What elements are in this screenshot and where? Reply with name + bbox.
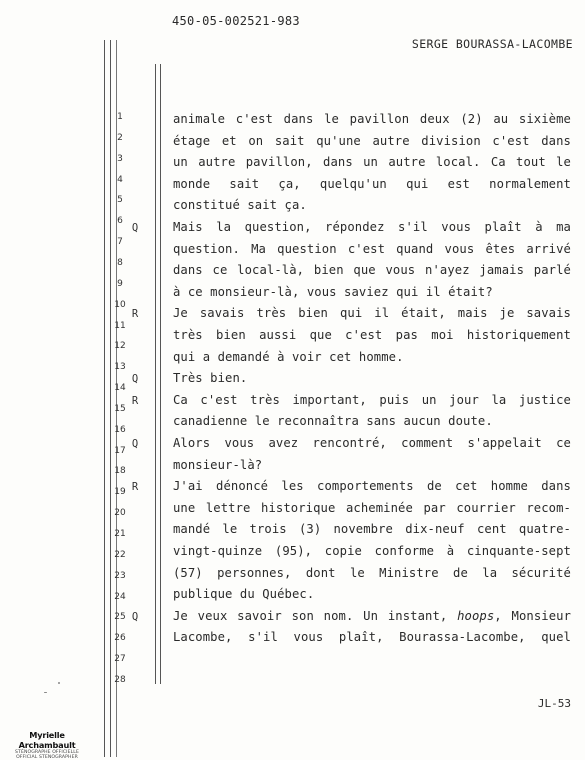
- scan-speck: [58, 682, 60, 684]
- line-number: 17: [114, 445, 126, 456]
- transcript-line: [173, 609, 571, 623]
- left-margin-rule-1: [104, 40, 105, 757]
- line-number: 25: [114, 612, 126, 623]
- transcript-line: Je savais très bien qui il était, mais je savais: [173, 306, 571, 321]
- line-number: 5: [117, 195, 123, 206]
- speaker-marker: R: [131, 481, 139, 494]
- line-number: 8: [117, 257, 123, 268]
- line-number: 12: [114, 341, 126, 352]
- transcript-line: constitué sait ça.: [173, 198, 307, 213]
- page-code: JL-53: [537, 697, 571, 710]
- scan-speck: [44, 692, 47, 693]
- line-number: 2: [117, 132, 123, 143]
- transcript-line: publique du Québec.: [173, 587, 315, 602]
- line-number: 18: [114, 466, 126, 477]
- line-number: 10: [114, 299, 126, 310]
- line-number: 22: [114, 549, 126, 560]
- transcript-line: monde sait ça, quelqu'un qui est normalement: [173, 176, 571, 191]
- witness-name: SERGE BOURASSA-LACOMBE: [411, 37, 573, 51]
- transcript-line: très bien aussi que c'est pas moi historiquement: [173, 328, 571, 342]
- line-number: 23: [114, 570, 126, 581]
- line-number: 19: [114, 487, 126, 498]
- line-number: 20: [114, 508, 126, 519]
- transcript-line: Très bien.: [173, 371, 248, 386]
- speaker-marker: Q: [131, 438, 139, 450]
- stenographer-title-fr: STÉNOGRAPHE OFFICIELLE: [15, 750, 79, 755]
- speaker-marker: Q: [131, 610, 139, 623]
- transcript-line: vingt-quinze (95), copie conforme à cinquante-sept: [173, 544, 571, 558]
- line-number: 13: [114, 362, 126, 373]
- transcript-line: J'ai dénoncé les comportements de cet homme dans: [173, 479, 571, 494]
- transcript-line: (57) personnes, dont le Ministre de la sécurité: [173, 565, 571, 580]
- transcript-line: dans ce local-là, bien que vous n'ayez jamais parlé: [173, 263, 571, 278]
- speaker-marker: R: [131, 394, 139, 407]
- transcript-line: Lacombe, s'il vous plaît, Bourassa-Lacombe, quel: [173, 630, 571, 645]
- line-number: 21: [114, 529, 126, 539]
- left-margin-rule-2: [110, 40, 111, 757]
- transcript-line: Mais la question, répondez s'il vous plaît à ma: [173, 220, 571, 234]
- line-number: 11: [114, 320, 126, 331]
- transcript-line: mandé le trois (3) novembre dix-neuf cent quatre-: [173, 522, 571, 537]
- transcript-line: Ca c'est très important, puis un jour la justice: [173, 392, 571, 407]
- line-number: 15: [114, 403, 126, 414]
- stenographer-name: Myrielle Archambault: [18, 730, 76, 750]
- speaker-marker: Q: [131, 373, 139, 386]
- line-number: 9: [117, 278, 123, 289]
- line-number: 3: [117, 153, 123, 164]
- transcript-line: Alors vous avez rencontré, comment s'appelait ce: [173, 436, 571, 450]
- transcript-line: une lettre historique acheminée par courrier recom-: [173, 500, 571, 515]
- speaker-marker: Q: [131, 222, 139, 234]
- transcript-line: étage et on sait qu'une autre division c'est dans: [173, 133, 571, 148]
- stenographer-title-en: OFFICIAL STENOGRAPHER: [16, 755, 78, 760]
- transcript-line: monsieur-là?: [173, 457, 263, 472]
- transcript-line-italic: hoops: [457, 608, 495, 623]
- line-number: 24: [114, 591, 126, 602]
- line-number: 16: [114, 424, 126, 435]
- transcript-line: à ce monsieur-là, vous saviez qui il était?: [173, 284, 493, 299]
- case-number: 450-05-002521-983: [172, 14, 300, 28]
- stenographer-stamp: [4, 730, 90, 760]
- line-number: 1: [117, 112, 123, 122]
- transcript-line-part: , Monsieur: [494, 608, 572, 623]
- text-margin-rule-1: [155, 64, 156, 684]
- line-number: 28: [114, 674, 126, 685]
- speaker-marker: R: [131, 308, 139, 321]
- line-number: 7: [117, 237, 123, 248]
- line-number: 14: [114, 383, 126, 394]
- line-number: 26: [114, 633, 126, 644]
- text-margin-rule-2: [160, 64, 161, 684]
- line-number: 27: [114, 654, 126, 665]
- line-number: 4: [117, 174, 123, 185]
- line-number: 6: [117, 216, 123, 227]
- transcript-line: animale c'est dans le pavillon deux (2) au sixième: [173, 112, 571, 126]
- transcript-line-part: Je veux savoir son nom. Un instant,: [173, 608, 458, 623]
- transcript-line: question. Ma question c'est quand vous êtes arrivé: [173, 241, 571, 256]
- transcript-line: un autre pavillon, dans un autre local. Ca tout le: [173, 155, 571, 170]
- left-margin-rule-3: [116, 40, 117, 757]
- transcript-line: qui a demandé à voir cet homme.: [173, 349, 404, 364]
- transcript-line: canadienne le reconnaîtra sans aucun doute.: [173, 414, 493, 429]
